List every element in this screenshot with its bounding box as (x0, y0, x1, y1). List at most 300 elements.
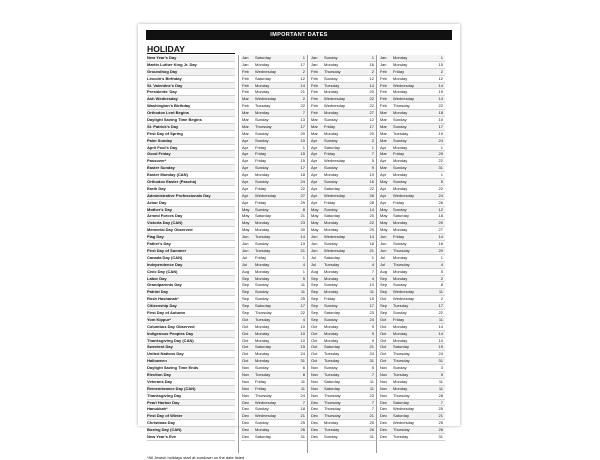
date-weekday: Wednesday (393, 289, 415, 295)
holiday-name: Groundhog Day (147, 69, 235, 76)
date-day: 31 (438, 433, 443, 439)
date-weekday: Monday (393, 110, 408, 116)
date-month: Oct (380, 316, 387, 322)
date-weekday: Sunday (393, 137, 407, 143)
date-month: Apr (242, 179, 249, 185)
date-row (310, 83, 376, 90)
date-month: Nov (380, 365, 388, 371)
date-weekday: Sunday (393, 309, 407, 315)
date-row (310, 165, 376, 172)
important-dates-banner: IMPORTANT DATES (146, 30, 452, 40)
date-row (241, 69, 307, 76)
date-day: 4 (371, 261, 374, 267)
date-day: 24 (300, 351, 305, 357)
date-day: 11 (300, 282, 305, 288)
date-weekday: Tuesday (255, 247, 271, 253)
date-weekday: Monday (324, 275, 339, 281)
date-weekday: Wednesday (324, 103, 346, 109)
date-day: 14 (438, 96, 443, 102)
date-row (310, 96, 376, 103)
date-month: Mar (311, 117, 318, 123)
date-weekday: Sunday (324, 117, 338, 123)
date-month: Mar (242, 117, 249, 123)
date-day: 8 (302, 206, 305, 212)
date-month: Nov (380, 371, 388, 377)
date-weekday: Sunday (255, 406, 269, 412)
date-weekday: Sunday (324, 179, 338, 185)
date-weekday: Tuesday (324, 371, 340, 377)
holiday-name: Daylight Saving Time Begins (147, 117, 235, 124)
date-day: 27 (369, 110, 374, 116)
date-day: 12 (438, 206, 443, 212)
date-row (379, 372, 445, 379)
date-month: Apr (380, 172, 387, 178)
date-day: 6 (302, 365, 305, 371)
date-day: 11 (438, 378, 443, 384)
date-weekday: Sunday (324, 241, 338, 247)
date-day: 1 (302, 268, 305, 274)
date-day: 17 (300, 165, 305, 171)
date-weekday: Monday (393, 330, 408, 336)
date-day: 30 (300, 227, 305, 233)
date-month: Feb (380, 103, 387, 109)
date-month: Nov (311, 371, 319, 377)
date-weekday: Saturday (255, 213, 272, 219)
date-row (241, 55, 307, 62)
date-day: 1 (440, 55, 443, 60)
holiday-name: Palm Sunday (147, 138, 235, 145)
date-weekday: Friday (393, 234, 405, 240)
date-weekday: Monday (324, 289, 339, 295)
date-weekday: Saturday (393, 413, 410, 419)
date-day: 5 (440, 179, 443, 185)
date-row (241, 365, 307, 372)
date-day: 14 (438, 330, 443, 336)
date-row (310, 248, 376, 255)
date-day: 22 (438, 158, 443, 164)
date-day: 14 (438, 234, 443, 240)
date-month: Aug (242, 268, 250, 274)
date-weekday: Sunday (324, 165, 338, 171)
date-weekday: Friday (393, 316, 405, 322)
date-weekday: Sunday (255, 165, 269, 171)
date-row (379, 296, 445, 303)
year-column-1 (241, 55, 307, 441)
date-row (310, 406, 376, 413)
date-weekday: Friday (324, 296, 336, 302)
holiday-name: Washington's Birthday (147, 103, 235, 110)
date-weekday: Monday (393, 337, 408, 343)
date-row (310, 124, 376, 131)
date-day: 2 (371, 68, 374, 74)
holiday-name: Father's Day (147, 241, 235, 248)
date-month: Jul (311, 261, 317, 267)
date-day: 28 (369, 199, 374, 205)
date-weekday: Friday (393, 151, 405, 157)
date-month: May (311, 227, 319, 233)
date-weekday: Saturday (255, 303, 272, 309)
date-day: 25 (300, 296, 305, 302)
holiday-name: Martin Luther King Jr. Day (147, 62, 235, 69)
date-weekday: Sunday (393, 165, 407, 171)
date-day: 17 (300, 303, 305, 309)
date-weekday: Saturday (393, 344, 410, 350)
date-day: 1 (371, 144, 374, 150)
date-weekday: Tuesday (393, 130, 409, 136)
date-day: 10 (300, 323, 305, 329)
date-row (310, 379, 376, 386)
date-month: Dec (380, 413, 388, 419)
date-day: 22 (438, 103, 443, 109)
date-weekday: Tuesday (324, 261, 340, 267)
date-row (379, 69, 445, 76)
date-weekday: Thursday (393, 351, 410, 357)
date-month: Nov (311, 392, 319, 398)
date-month: Dec (311, 420, 319, 426)
date-day: 1 (440, 254, 443, 260)
date-weekday: Monday (255, 337, 270, 343)
date-month: Feb (242, 82, 249, 88)
date-day: 12 (300, 75, 305, 81)
holiday-name: Thanksgiving Day (147, 393, 235, 400)
date-weekday: Friday (324, 199, 336, 205)
date-month: Feb (242, 103, 249, 109)
date-month: Mar (311, 123, 318, 129)
holiday-name: Christmas Day (147, 420, 235, 427)
date-row (310, 151, 376, 158)
date-day: 20 (369, 130, 374, 136)
date-month: Feb (242, 75, 249, 81)
date-weekday: Saturday (324, 213, 341, 219)
date-month: Apr (380, 192, 387, 198)
date-month: Apr (242, 185, 249, 191)
date-row (310, 420, 376, 427)
year-column-3 (379, 55, 445, 441)
date-row (379, 186, 445, 193)
footnote: *All Jewish holidays start at sundown on the date listed (147, 455, 245, 460)
date-month: Jun (311, 234, 318, 240)
date-row (310, 289, 376, 296)
date-weekday: Tuesday (255, 103, 271, 109)
column-divider (376, 55, 377, 453)
date-day: 29 (369, 227, 374, 233)
date-row (241, 103, 307, 110)
date-month: Feb (311, 96, 318, 102)
date-row (379, 76, 445, 83)
date-month: May (242, 220, 250, 226)
date-weekday: Monday (393, 385, 408, 391)
date-row (310, 296, 376, 303)
date-month: Feb (242, 89, 249, 95)
date-row (310, 413, 376, 420)
date-row (241, 193, 307, 200)
date-row (310, 358, 376, 365)
date-weekday: Saturday (324, 309, 341, 315)
date-row (379, 365, 445, 372)
date-month: Dec (311, 427, 319, 433)
date-row (241, 110, 307, 117)
date-month: Jul (380, 261, 386, 267)
date-row (379, 344, 445, 351)
date-weekday: Saturday (324, 344, 341, 350)
date-day: 4 (302, 316, 305, 322)
date-month: Nov (242, 378, 250, 384)
date-row (379, 193, 445, 200)
date-month: Sep (311, 289, 319, 295)
date-day: 11 (300, 378, 305, 384)
date-weekday: Thursday (393, 103, 410, 109)
date-row (310, 200, 376, 207)
date-weekday: Sunday (324, 55, 338, 60)
date-month: Feb (380, 75, 387, 81)
date-day: 31 (300, 433, 305, 439)
date-row (379, 207, 445, 214)
date-day: 2 (371, 137, 374, 143)
date-month: Dec (242, 433, 250, 439)
date-month: Apr (242, 151, 249, 157)
date-month: Oct (311, 330, 318, 336)
date-weekday: Friday (255, 199, 267, 205)
holiday-name: Mother's Day (147, 207, 235, 214)
date-month: Dec (380, 433, 388, 439)
date-row (379, 151, 445, 158)
date-day: 31 (369, 433, 374, 439)
date-day: 20 (300, 130, 305, 136)
date-weekday: Sunday (255, 420, 269, 426)
date-row (379, 172, 445, 179)
date-weekday: Monday (393, 268, 408, 274)
date-row (379, 400, 445, 407)
date-month: May (380, 220, 388, 226)
date-weekday: Saturday (324, 185, 341, 191)
date-row (241, 145, 307, 152)
date-row (310, 276, 376, 283)
date-day: 1 (302, 144, 305, 150)
date-weekday: Friday (255, 254, 267, 260)
date-month: Mar (380, 117, 387, 123)
date-row (379, 317, 445, 324)
date-day: 10 (300, 137, 305, 143)
date-month: Feb (380, 82, 387, 88)
date-month: May (380, 227, 388, 233)
date-weekday: Wednesday (393, 192, 415, 198)
year-column-2 (310, 55, 376, 441)
date-weekday: Sunday (255, 282, 269, 288)
date-day: 17 (438, 303, 443, 309)
date-weekday: Tuesday (255, 234, 271, 240)
date-day: 22 (300, 185, 305, 191)
date-row (379, 124, 445, 131)
date-weekday: Sunday (393, 179, 407, 185)
date-weekday: Monday (393, 75, 408, 81)
date-day: 15 (300, 344, 305, 350)
date-day: 24 (300, 179, 305, 185)
date-row (241, 200, 307, 207)
date-month: Oct (311, 358, 318, 364)
date-weekday: Thursday (393, 427, 410, 433)
date-day: 18 (438, 110, 443, 116)
date-month: Oct (242, 344, 249, 350)
date-day: 22 (369, 103, 374, 109)
column-divider (307, 55, 308, 453)
holiday-name: Orthodox Easter (Pascha) (147, 179, 235, 186)
date-month: Sep (242, 309, 250, 315)
date-month: Apr (380, 185, 387, 191)
date-row (310, 241, 376, 248)
date-day: 21 (300, 247, 305, 253)
date-row (379, 248, 445, 255)
date-month: Mar (242, 110, 249, 116)
date-row (310, 344, 376, 351)
date-month: Oct (311, 351, 318, 357)
date-row (310, 338, 376, 345)
date-day: 12 (369, 117, 374, 123)
date-weekday: Monday (255, 110, 270, 116)
date-weekday: Monday (324, 268, 339, 274)
date-row (310, 172, 376, 179)
date-weekday: Friday (255, 151, 267, 157)
date-weekday: Friday (324, 123, 336, 129)
date-weekday: Tuesday (393, 303, 409, 309)
date-month: Mar (380, 123, 387, 129)
holiday-name: Boxing Day (CAN) (147, 427, 235, 434)
date-row (241, 269, 307, 276)
date-row (379, 89, 445, 96)
date-day: 15 (438, 61, 443, 67)
date-month: Nov (380, 385, 388, 391)
date-month: Sep (380, 282, 388, 288)
date-month: Feb (311, 89, 318, 95)
date-day: 19 (300, 241, 305, 247)
date-day: 10 (300, 330, 305, 336)
date-month: May (242, 206, 250, 212)
date-weekday: Monday (393, 61, 408, 67)
date-row (310, 303, 376, 310)
holiday-name: Orthodox Lent Begins (147, 110, 235, 117)
date-month: Jun (242, 241, 249, 247)
date-day: 12 (438, 75, 443, 81)
date-weekday: Thursday (324, 68, 341, 74)
holiday-name: Arbor Day (147, 200, 235, 207)
holiday-heading: HOLIDAY (147, 44, 185, 54)
date-weekday: Sunday (324, 316, 338, 322)
date-month: Nov (242, 365, 250, 371)
holiday-name: Election Day (147, 372, 235, 379)
date-weekday: Thursday (255, 392, 272, 398)
date-row (379, 255, 445, 262)
date-row (310, 269, 376, 276)
date-row (379, 117, 445, 124)
date-weekday: Sunday (255, 137, 269, 143)
date-weekday: Thursday (324, 406, 341, 412)
date-weekday: Monday (324, 61, 339, 67)
date-weekday: Saturday (393, 213, 410, 219)
date-weekday: Monday (393, 185, 408, 191)
date-weekday: Wednesday (255, 192, 277, 198)
holiday-name: New Year's Eve (147, 434, 235, 441)
date-day: 20 (369, 213, 374, 219)
holiday-name: Canada Day (CAN) (147, 255, 235, 262)
date-day: 24 (369, 316, 374, 322)
date-day: 5 (371, 365, 374, 371)
date-day: 13 (300, 117, 305, 123)
date-row (379, 131, 445, 138)
date-weekday: Monday (255, 351, 270, 357)
date-weekday: Monday (324, 420, 339, 426)
date-month: Apr (380, 158, 387, 164)
date-month: Feb (311, 68, 318, 74)
date-day: 22 (300, 103, 305, 109)
date-row (379, 434, 445, 441)
date-day: 14 (438, 323, 443, 329)
date-row (241, 83, 307, 90)
date-day: 22 (438, 309, 443, 315)
date-weekday: Sunday (255, 179, 269, 185)
date-weekday: Wednesday (324, 247, 346, 253)
date-row (379, 413, 445, 420)
date-day: 15 (369, 296, 374, 302)
date-row (241, 427, 307, 434)
date-month: Mar (380, 151, 387, 157)
date-row (310, 331, 376, 338)
holiday-name: Presidents' Day (147, 89, 235, 96)
date-day: 15 (300, 151, 305, 157)
date-day: 16 (369, 61, 374, 67)
date-row (310, 55, 376, 62)
date-row (241, 289, 307, 296)
date-weekday: Thursday (393, 358, 410, 364)
date-row (310, 145, 376, 152)
date-day: 9 (371, 165, 374, 171)
date-weekday: Monday (393, 254, 408, 260)
date-month: Sep (242, 296, 250, 302)
date-day: 12 (369, 75, 374, 81)
date-row (310, 186, 376, 193)
date-row (379, 324, 445, 331)
date-day: 4 (302, 261, 305, 267)
date-month: Jul (311, 254, 317, 260)
date-day: 10 (300, 337, 305, 343)
date-month: Feb (311, 82, 318, 88)
holiday-name: Labor Day (147, 276, 235, 283)
date-weekday: Wednesday (255, 413, 277, 419)
date-day: 7 (371, 151, 374, 157)
date-weekday: Monday (393, 275, 408, 281)
date-month: Dec (242, 420, 250, 426)
date-day: 11 (369, 378, 374, 384)
date-row (379, 351, 445, 358)
date-day: 17 (369, 123, 374, 129)
date-weekday: Sunday (393, 365, 407, 371)
date-row (241, 358, 307, 365)
date-row (379, 103, 445, 110)
date-row (241, 117, 307, 124)
date-day: 17 (369, 303, 374, 309)
date-month: May (380, 206, 388, 212)
date-row (310, 213, 376, 220)
date-row (310, 434, 376, 441)
date-weekday: Monday (255, 427, 270, 433)
date-month: Jul (242, 254, 248, 260)
date-month: Jul (380, 254, 386, 260)
date-row (241, 324, 307, 331)
date-day: 11 (438, 385, 443, 391)
date-row (379, 420, 445, 427)
holiday-name: April Fool's Day (147, 145, 235, 152)
date-weekday: Friday (255, 158, 267, 164)
date-weekday: Saturday (324, 254, 341, 260)
date-month: Jun (380, 247, 387, 253)
